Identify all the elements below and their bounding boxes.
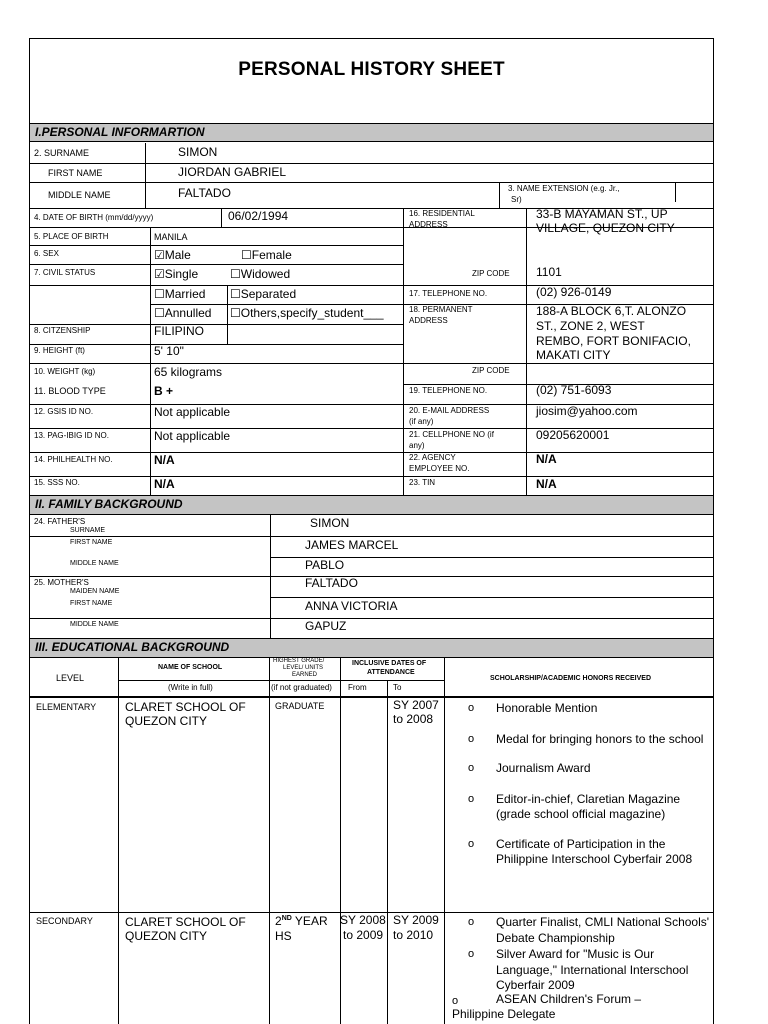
name-extension-label-2: Sr) — [511, 195, 522, 204]
civil-single[interactable]: ☑Single — [154, 267, 199, 281]
pagibig-value[interactable]: Not applicable — [154, 429, 231, 443]
sex-male[interactable]: ☑Male — [154, 248, 191, 262]
col-school-header: NAME OF SCHOOL — [158, 664, 223, 671]
gsis-label: 12. GSIS ID NO. — [34, 407, 94, 416]
pob-value[interactable]: MANILA — [154, 232, 188, 242]
elem-to-line-2[interactable]: to 2008 — [393, 712, 434, 726]
col-honors-header: SCHOLARSHIP/ACADEMIC HONORS RECEIVED — [490, 675, 652, 682]
perm-address-line-1[interactable]: 188-A BLOCK 6,T. ALONZO — [536, 304, 687, 318]
section-personal-header: I.PERSONAL INFORMARTION — [30, 123, 713, 142]
section-family-header: II. FAMILY BACKGROUND — [30, 495, 713, 515]
tin-value[interactable]: N/A — [536, 477, 557, 491]
sec-from-line-2[interactable]: to 2009 — [343, 928, 384, 942]
civil-widowed[interactable]: ☐Widowed — [230, 267, 291, 281]
middle-name-label: MIDDLE NAME — [48, 190, 111, 200]
elem-level: ELEMENTARY — [36, 702, 97, 712]
sec-school-line-1[interactable]: CLARET SCHOOL OF — [125, 915, 246, 929]
col-grade-header-3: EARNED — [292, 672, 318, 678]
elem-honor-item: o Certificate of Participation in the Philippine Interschool Cyberfair 2008 — [444, 837, 714, 868]
gsis-value[interactable]: Not applicable — [154, 405, 231, 419]
elem-grade[interactable]: GRADUATE — [275, 701, 325, 711]
perm-address-label: 18. PERMANENT — [409, 305, 473, 314]
sec-to-line-2[interactable]: to 2010 — [393, 928, 434, 942]
father-surname-value[interactable]: SIMON — [310, 516, 350, 530]
weight-value[interactable]: 65 kilograms — [154, 365, 223, 379]
perm-zip-label: ZIP CODE — [472, 366, 510, 375]
res-address-label: 16. RESIDENTIAL — [409, 209, 475, 218]
perm-address-line-3[interactable]: REMBO, FORT BONIFACIO, — [536, 334, 691, 348]
telephone-2-label: 19. TELEPHONE NO. — [409, 386, 488, 395]
sec-honor-item: o Silver Award for "Music is Our Language," International Interschool Cyberfair 2009 — [444, 947, 714, 994]
telephone-2-value[interactable]: (02) 751-6093 — [536, 383, 612, 397]
sec-honor-last-bullet: o — [452, 995, 459, 1007]
agency-label: 22. AGENCY — [409, 453, 456, 462]
philhealth-label: 14. PHILHEALTH NO. — [34, 455, 113, 464]
email-value[interactable]: jiosim@yahoo.com — [536, 404, 638, 418]
citizenship-label: 8. CITZENSHIP — [34, 326, 91, 335]
name-extension-label: 3. NAME EXTENSION (e.g. Jr., — [508, 184, 620, 193]
first-name-label: FIRST NAME — [48, 168, 103, 178]
surname-value[interactable]: SIMON — [178, 145, 218, 159]
section-education-header: III. EDUCATIONAL BACKGROUND — [30, 638, 713, 658]
form-title: PERSONAL HISTORY SHEET — [238, 59, 505, 80]
elem-honor-item: o Editor-in-chief, Claretian Magazine (grade school official magazine) — [444, 792, 714, 823]
agency-value[interactable]: N/A — [536, 452, 557, 466]
father-middle-label: MIDDLE NAME — [70, 560, 119, 567]
res-zip-label: ZIP CODE — [472, 269, 510, 278]
sec-school-line-2[interactable]: QUEZON CITY — [125, 929, 208, 943]
telephone-1-value[interactable]: (02) 926-0149 — [536, 285, 612, 299]
perm-address-label-2: ADDRESS — [409, 316, 448, 325]
elem-honor-item: o Journalism Award — [444, 761, 714, 777]
mother-middle-label: MIDDLE NAME — [70, 621, 119, 628]
sec-grade-word: YEAR — [291, 914, 328, 928]
perm-address-line-4[interactable]: MAKATI CITY — [536, 348, 611, 362]
pob-label: 5. PLACE OF BIRTH — [34, 232, 109, 241]
elem-to-line-1[interactable]: SY 2007 — [393, 698, 439, 712]
father-middle-value[interactable]: PABLO — [305, 558, 345, 572]
sex-label: 6. SEX — [34, 249, 59, 258]
col-school-subheader: (Write in full) — [168, 683, 213, 692]
col-dates-header-1: INCLUSIVE DATES OF — [352, 660, 427, 667]
elem-honor-item: o Medal for bringing honors to the school — [444, 732, 714, 748]
perm-address-line-2[interactable]: ST., ZONE 2, WEST — [536, 319, 645, 333]
sec-level: SECONDARY — [36, 916, 93, 926]
elem-school-line-2[interactable]: QUEZON CITY — [125, 714, 208, 728]
civil-married[interactable]: ☐Married — [154, 287, 206, 301]
mother-first-value[interactable]: ANNA VICTORIA — [305, 599, 398, 613]
cellphone-value[interactable]: 09205620001 — [536, 428, 610, 442]
civil-separated[interactable]: ☐Separated — [230, 287, 297, 301]
mother-maiden-label: MAIDEN NAME — [70, 588, 120, 595]
sec-honor-last-line-2: Philippine Delegate — [452, 1007, 556, 1021]
form-frame — [29, 38, 714, 1024]
civil-others[interactable]: ☐Others,specify_student___ — [230, 306, 384, 320]
col-grade-header-2: LEVEL/ UNITS — [283, 665, 324, 671]
philhealth-value[interactable]: N/A — [154, 453, 175, 467]
dob-label: 4. DATE OF BIRTH (mm/dd/yyyy) — [34, 213, 154, 222]
blood-type-label: 11. BLOOD TYPE — [34, 386, 106, 396]
mother-middle-value[interactable]: GAPUZ — [305, 619, 347, 633]
citizenship-value[interactable]: FILIPINO — [154, 324, 205, 338]
tin-label: 23. TIN — [409, 478, 436, 487]
surname-label: 2. SURNAME — [34, 148, 90, 158]
email-label-2: (if any) — [409, 417, 434, 426]
sec-honor-item: o Quarter Finalist, CMLI National Schools' Debate Championship — [444, 915, 714, 946]
height-value[interactable]: 5' 10" — [154, 344, 184, 358]
first-name-value[interactable]: JIORDAN GABRIEL — [178, 165, 287, 179]
elem-school-line-1[interactable]: CLARET SCHOOL OF — [125, 700, 246, 714]
sec-grade[interactable] — [275, 915, 328, 929]
mother-first-label: FIRST NAME — [70, 600, 113, 607]
res-address-line-2[interactable]: VILLAGE, QUEZON CITY — [536, 221, 675, 235]
sec-honor-last-line-1: ASEAN Children's Forum – — [496, 992, 642, 1006]
civil-annulled[interactable]: ☐Annulled — [154, 306, 212, 320]
sss-label: 15. SSS NO. — [34, 478, 80, 487]
blood-type-value[interactable]: B + — [154, 384, 174, 398]
col-from-header: From — [348, 683, 367, 692]
pagibig-label: 13. PAG-IBIG ID NO. — [34, 431, 109, 440]
sec-grade-suffix: ND — [281, 915, 292, 922]
sec-grade-line-2[interactable]: HS — [275, 929, 292, 943]
col-dates-header-2: ATTENDANCE — [367, 669, 415, 676]
weight-label: 10. WEIGHT (kg) — [34, 367, 96, 376]
sec-grade-number: 2 — [275, 914, 282, 928]
cellphone-label: 21. CELLPHONE NO (if — [409, 430, 494, 439]
col-to-header: To — [393, 683, 402, 692]
email-label: 20. E-MAIL ADDRESS — [409, 406, 490, 415]
elem-honors-list — [444, 701, 714, 868]
mother-label: 25. MOTHER'S — [34, 578, 89, 587]
sec-to-line-1[interactable]: SY 2009 — [393, 913, 439, 927]
col-level-header: LEVEL — [56, 673, 85, 683]
father-surname-label: SURNAME — [70, 527, 106, 534]
father-first-label: FIRST NAME — [70, 539, 113, 546]
father-first-value[interactable]: JAMES MARCEL — [305, 538, 399, 552]
telephone-1-label: 17. TELEPHONE NO. — [409, 289, 488, 298]
dob-value[interactable]: 06/02/1994 — [228, 209, 289, 223]
elem-honor-item: o Honorable Mention — [444, 701, 714, 717]
cellphone-label-2: any) — [409, 441, 425, 450]
col-grade-header-1: HIGHEST GRADE/ — [273, 658, 325, 664]
sec-honors-list — [444, 915, 714, 994]
civil-status-label: 7. CIVIL STATUS — [34, 268, 96, 277]
mother-maiden-value[interactable]: FALTADO — [305, 576, 358, 590]
res-address-label-2: ADDRESS — [409, 220, 448, 229]
sss-value[interactable]: N/A — [154, 477, 175, 491]
height-label: 9. HEIGHT (ft) — [34, 346, 85, 355]
sec-from-line-1[interactable]: SY 2008 — [340, 913, 386, 927]
middle-name-value[interactable]: FALTADO — [178, 186, 231, 200]
res-zip-value[interactable]: 1101 — [536, 265, 562, 279]
sex-female[interactable]: ☐Female — [241, 248, 292, 262]
col-grade-subheader: (if not graduated) — [271, 683, 332, 692]
agency-label-2: EMPLOYEE NO. — [409, 464, 470, 473]
father-label: 24. FATHER'S — [34, 517, 86, 526]
res-address-line-1[interactable]: 33-B MAYAMAN ST., UP — [536, 207, 668, 221]
